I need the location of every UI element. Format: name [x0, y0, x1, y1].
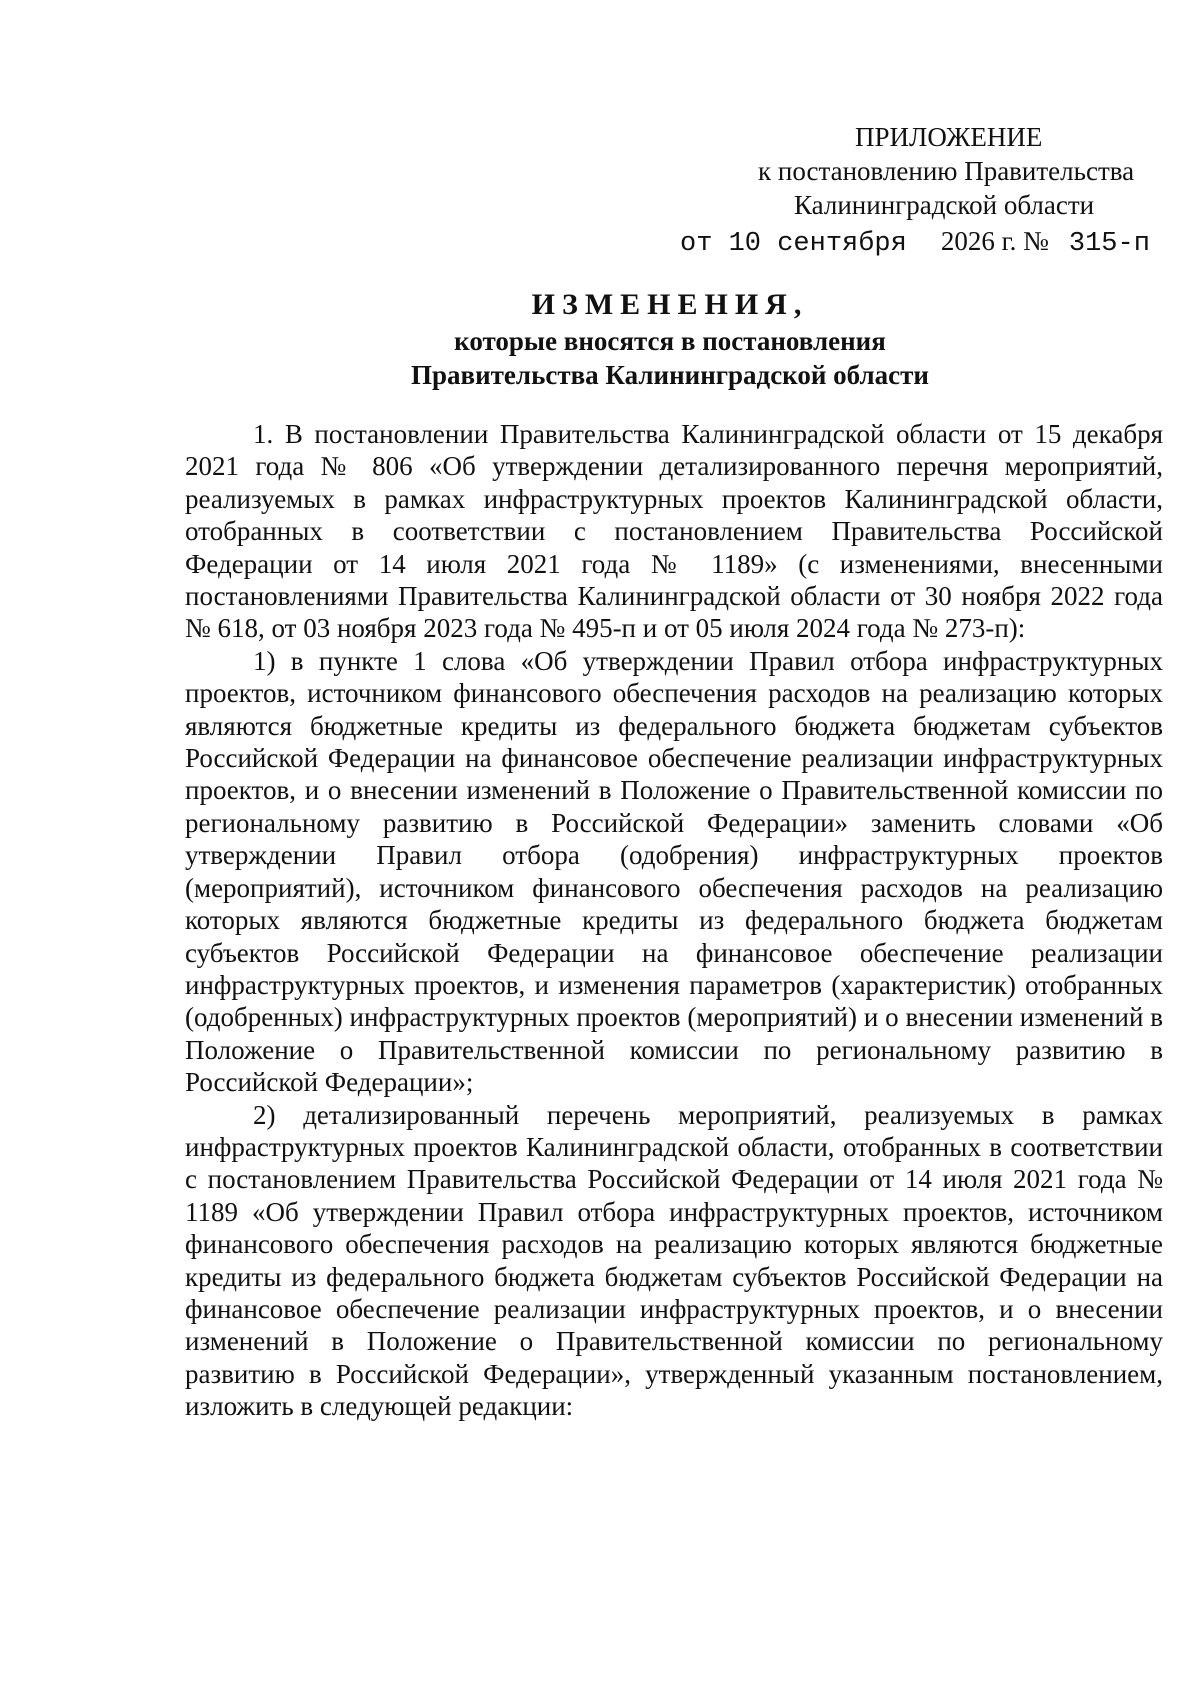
document-body — [185, 418, 1163, 1423]
appendix-block — [670, 120, 1150, 261]
appendix-region: Калининградской области — [794, 190, 1095, 220]
appendix-year-number-label: 2026 г. № — [940, 226, 1049, 256]
heading-subtitle-line1: которые вносятся в постановления — [454, 326, 886, 356]
appendix-number: 315-п — [1068, 229, 1150, 259]
heading-subtitle-line2: Правительства Калининградской области — [411, 360, 929, 390]
paragraph-1-item-1: 1) в пункте 1 слова «Об утверждении Правил отбора инфраструктурных проектов, источником финансового обеспечения расходов на реализацию которых являются бюджетные кредиты из федерального бюджета бюджетам субъектов Российской Федерации на финансовое обеспечение реализации инфраструктурных проектов, и о внесении изменений в Положение о Правительственной комиссии по региональному развитию в Российской Федерации» заменить словами «Об утверждении Правил отбора (одобрения) инфраструктурных проектов (мероприятий), источником финансового обеспечения расходов на реализацию которых являются бюджетные кредиты из федерального бюджета бюджетам субъектов Российской Федерации на финансовое обеспечение реализации инфраструктурных проектов, и изменения параметров (характеристик) отобранных (одобренных) инфраструктурных проектов (мероприятий) и о внесении изменений в Положение о Правительственной комиссии по региональному развитию в Российской Федерации»; — [185, 645, 1163, 1098]
appendix-to-resolution: к постановлению Правительства — [758, 156, 1135, 186]
appendix-date: от 10 сентября — [680, 229, 907, 259]
paragraph-1: 1. В постановлении Правительства Калининградской области от 15 декабря 2021 года № 806 «Об утверждении детализированного перечня мероприятий, реализуемых в рамках инфраструктурных проектов Калининградской области, отобранных в соответствии с постановлением Правительства Российской Федерации от 14 июля 2021 года № 1189» (с изменениями, внесенными постановлениями Правительства Калининградской области от 30 ноября 2022 года № 618, от 03 ноября 2023 года № 495-п и от 05 июля 2024 года № 273-п): — [185, 419, 1163, 644]
heading-title: ИЗМЕНЕНИЯ, — [531, 288, 809, 321]
appendix-date-line — [670, 224, 1150, 261]
appendix-title: ПРИЛОЖЕНИЕ — [855, 122, 1043, 152]
document-heading — [180, 286, 1160, 392]
paragraph-1-item-2: 2) детализированный перечень мероприятий, реализуемых в рамках инфраструктурных проектов Калининградской области, отобранных в соответствии с постановлением Правительства Российской Федерации от 14 июля 2021 года № 1189 «Об утверждении Правил отбора инфраструктурных проектов, источником финансового обеспечения расходов на реализацию которых являются бюджетные кредиты из федерального бюджета бюджетам субъектов Российской Федерации на финансовое обеспечение реализации инфраструктурных проектов, и о внесении изменений в Положение о Правительственной комиссии по региональному развитию в Российской Федерации», утвержденный указанным постановлением, изложить в следующей редакции: — [185, 1099, 1163, 1422]
